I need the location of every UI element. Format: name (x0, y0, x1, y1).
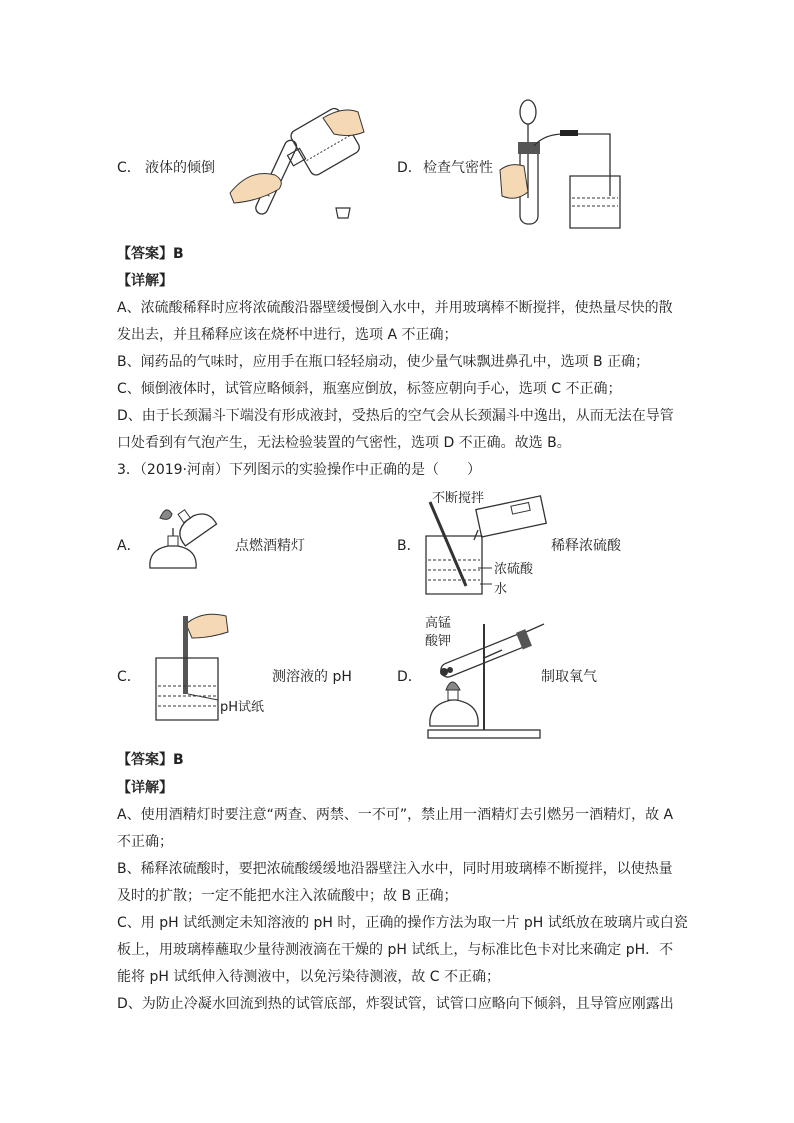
q3-detail-line: 板上，用玻璃棒蘸取少量待测液滴在干燥的 pH 试纸上，与标准比色卡对比来确定 pH．不 (117, 942, 674, 958)
q2-detail-line: B、闻药品的气味时，应用手在瓶口轻轻扇动，使少量气味飘进鼻孔中，选项 B 正确； (117, 354, 650, 370)
q3-detail-line: 能将 pH 试纸伸入待测液中，以免污染待测液，故 C 不正确； (117, 969, 500, 985)
diluting-acid-illustration (418, 490, 548, 598)
ph-test-illustration (150, 610, 230, 726)
q3-option-a-letter: A． (117, 538, 141, 554)
q3-answer: 【答案】B (117, 752, 184, 768)
q3-detail-line: C、用 pH 试纸测定未知溶液的 pH 时，正确的操作方法为取一片 pH 试纸放在玻璃片或白瓷 (117, 915, 688, 931)
q3-option-b-letter: B． (397, 538, 421, 554)
lighting-alcohol-lamp-illustration (140, 498, 220, 580)
q2-detail-line: 口处看到有气泡产生，无法检验装置的气密性，选项 D 不正确。故选 B。 (117, 435, 571, 451)
pouring-liquid-illustration (228, 98, 368, 223)
q2-detail-title: 【详解】 (117, 273, 173, 289)
q3-detail-line: A、使用酒精灯时要注意“两查、两禁、一不可”，禁止用一酒精灯去引燃另一酒精灯，故 A (117, 807, 674, 823)
oxygen-preparation-illustration (418, 606, 548, 742)
q3-option-d-note-2: 酸钾 (425, 634, 452, 649)
q2-option-c-letter: C． (117, 160, 141, 176)
airtightness-check-illustration (498, 98, 630, 230)
q3-detail-line: D、为防止冷凝水回流到热的试管底部，炸裂试管，试管口应略向下倾斜，且导管应刚露出 (117, 996, 674, 1012)
q3-option-d-label: 制取氧气 (541, 669, 597, 685)
q2-detail-line: D、由于长颈漏斗下端没有形成液封，受热后的空气会从长颈漏斗中逸出，从而无法在导管 (117, 408, 674, 424)
q3-option-c-label: 测溶液的 pH (272, 669, 352, 685)
q3-option-b-note-stir: 不断搅拌 (432, 491, 485, 506)
q3-detail-line: 不正确； (117, 834, 173, 850)
q3-option-b-label: 稀释浓硫酸 (551, 538, 621, 554)
q3-detail-title: 【详解】 (117, 780, 173, 796)
q3-option-b-note-acid: 浓硫酸 (494, 562, 534, 577)
q3-option-d-note-1: 高锰 (425, 616, 452, 631)
q3-detail-line: B、稀释浓硫酸时，要把浓硫酸缓缓地沿器壁注入水中，同时用玻璃棒不断搅拌，以使热量 (117, 861, 673, 877)
q2-answer: 【答案】B (117, 246, 184, 262)
q2-detail-line: A、浓硫酸稀释时应将浓硫酸沿器壁缓慢倒入水中，并用玻璃棒不断搅拌，使热量尽快的散 (117, 300, 673, 316)
q2-option-d-label: 检查气密性 (423, 160, 493, 176)
q2-option-d-letter: D． (397, 160, 422, 176)
q2-detail-line: C、倾倒液体时，试管应略倾斜，瓶塞应倒放，标签应朝向手心，选项 C 不正确； (117, 381, 622, 397)
q2-option-c-label: 液体的倾倒 (145, 160, 215, 176)
q3-stem: 3．（2019·河南）下列图示的实验操作中正确的是（ ） (117, 462, 481, 478)
q3-detail-line: 及时的扩散；一定不能把水注入浓硫酸中；故 B 正确； (117, 888, 458, 904)
q3-option-a-label: 点燃酒精灯 (235, 538, 305, 554)
q3-option-c-note-paper: pH试纸 (220, 700, 265, 715)
q3-option-d-letter: D． (397, 669, 422, 685)
q2-detail-line: 发出去，并且稀释应该在烧杯中进行，选项 A 不正确； (117, 327, 458, 343)
q3-option-b-note-water: 水 (494, 582, 508, 597)
q3-option-c-letter: C． (117, 669, 141, 685)
